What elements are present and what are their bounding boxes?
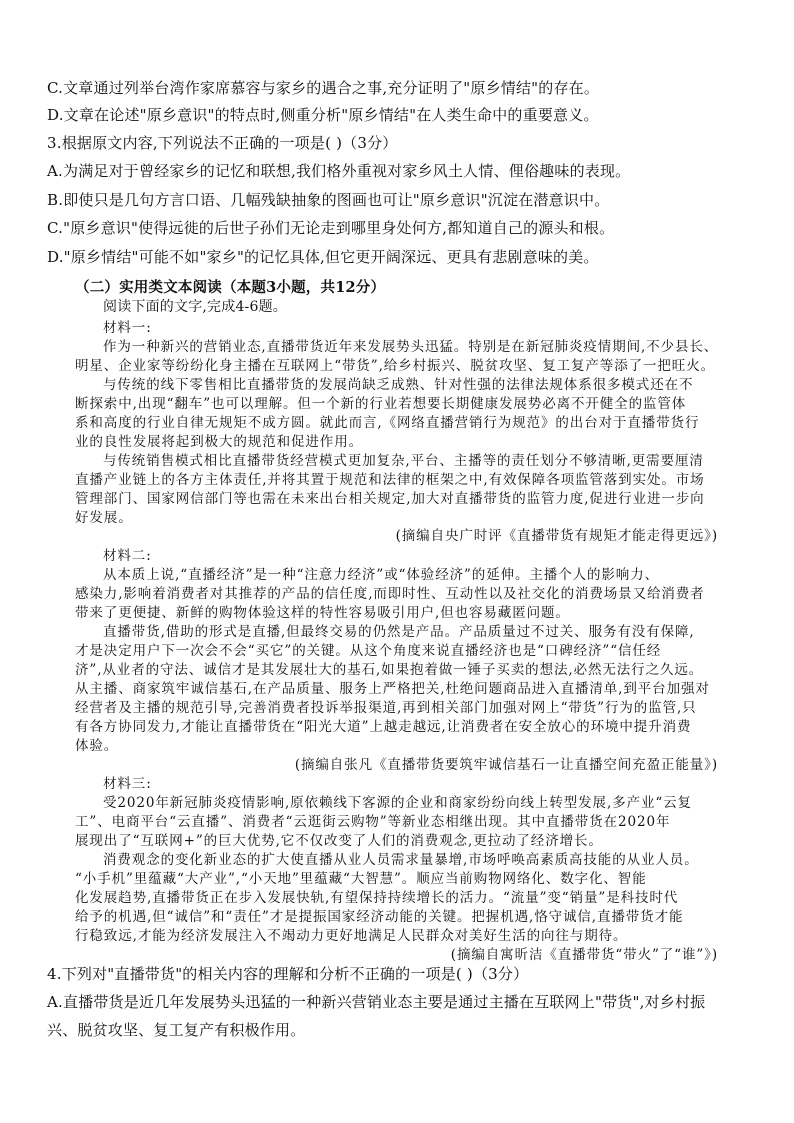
- material2-line: 有各方协同发力,才能让直播带货在“阳光大道”上越走越远,让消费者在安全放心的环境中提升消费: [75, 719, 692, 735]
- material3-line: 展现出了“互联网+”的巨大优势,它不仅改变了人们的消费观念,更拉动了经济增长。: [75, 833, 603, 849]
- material1-line: 作为一种新兴的营销业态,直播带货近年来发展势头迅猛。特别是在新冠肺炎疫情期间,不少县长、: [103, 339, 719, 355]
- material3-line: 工”、电商平台“云直播”、消费者“云逛街云购物”等新业态相继出现。其中直播带货在2020年: [75, 814, 671, 830]
- material1-source: (摘编自央广时评《直播带货有规矩才能走得更远》): [395, 528, 718, 544]
- material1-line: 业的良性发展将起到极大的规范和促进作用。: [75, 434, 363, 450]
- material2-line: 直播带货,借助的形式是直播,但最终交易的仍然是产品。产品质量过不过关、服务有没有保障,: [103, 624, 695, 640]
- material2-line: 体验。: [75, 738, 119, 754]
- material3-line: 给予的机遇,但“诚信”和“责任”才是提振国家经济动能的关键。把握机遇,恪守诚信,直播带货才能: [75, 909, 684, 925]
- material3-line: 受2020年新冠肺炎疫情影响,原依赖线下客源的企业和商家纷纷向线上转型发展,多产业“云复: [103, 795, 692, 811]
- q3-option-a: A.为满足对于曾经家乡的记忆和联想,我们格外重视对家乡风土人情、俚俗趣味的表现。: [47, 162, 631, 180]
- material1-line: 与传统销售模式相比直播带货经营模式更加复杂,平台、主播等的责任划分不够清晰,更需要厘清: [103, 453, 704, 469]
- material2-line: 经营者及主播的规范引导,完善消费者投诉举报渠道,再到相关部门加强对网上“带货”行为的监管,只: [75, 700, 697, 716]
- material2-line: 从本质上说,“直播经济”是一种“注意力经济”或“体验经济”的延伸。主播个人的影响力、: [103, 567, 659, 583]
- section-title: （二）实用类文本阅读（本题3小题，共12分）: [75, 279, 386, 296]
- material1-line: 直播产业链上的各方主体责任,并将其置于规范和法律的框架之中,有效保障各项监管落到实处。市场: [75, 472, 705, 488]
- q3-option-b: B.即使只是几句方言口语、几幅残缺抽象的图画也可让"原乡意识"沉淀在潜意识中。: [47, 191, 610, 209]
- material2-label: 材料二:: [103, 548, 152, 564]
- reading-instruction: 阅读下面的文字,完成4-6题。: [103, 299, 287, 315]
- material1-label: 材料一:: [103, 320, 152, 336]
- material3-line: “小手机”里蕴藏“大产业”,“小天地”里蕴藏“大智慧”。顺应当前购物网络化、数字化、智能: [75, 871, 647, 887]
- q2-option-d: D.文章在论述"原乡意识"的特点时,侧重分析"原乡情结"在人类生命中的重要意义。: [47, 106, 599, 124]
- material2-line: 才是决定用户下一次会不会“买它”的关键。从这个角度来说直播经济也是“口碑经济”“信任经: [75, 643, 662, 659]
- material3-line: 化发展趋势,直播带货正在步入发展快轨,有望保持持续增长的活力。“流量”变“销量”是科技时代: [75, 890, 679, 906]
- q3-option-c: C."原乡意识"使得远徙的后世子孙们无论走到哪里身处何方,都知道自己的源头和根。: [47, 219, 615, 237]
- q4-stem: 4.下列对"直播带货"的相关内容的理解和分析不正确的一项是( )（3分）: [47, 965, 529, 983]
- q3-option-d: D."原乡情结"可能不如"家乡"的记忆具体,但它更开阔深远、更具有悲剧意味的美。: [47, 248, 599, 266]
- material3-source: (摘编自寓昕洁《直播带货“带火”了“谁”》): [450, 947, 718, 963]
- q4-option-a-continued: 兴、脱贫攻坚、复工复产有积极作用。: [47, 1021, 306, 1039]
- material1-line: 断探索中,出现“翻车”也可以理解。但一个新的行业若想要长期健康发展势必离不开健全的监管体: [75, 396, 687, 412]
- material3-label: 材料三:: [103, 776, 152, 792]
- material1-line: 明星、企业家等纷纷化身主播在互联网上“带货”,给乡村振兴、脱贫攻坚、复工复产等添了一把旺火。: [75, 358, 715, 374]
- material1-line: 管理部门、国家网信部门等也需在未来出台相关规定,加大对直播带货的监管力度,促进行业进一步向: [75, 491, 705, 507]
- material2-line: 从主播、商家筑牢诚信基石,在产品质量、服务上严格把关,杜绝问题商品进入直播清单,到平台加强对: [75, 681, 710, 697]
- q2-option-c: C.文章通过列举台湾作家席慕容与家乡的遇合之事,充分证明了"原乡情结"的存在。: [47, 79, 600, 97]
- material2-line: 感染力,影响着消费者对其推荐的产品的信任度,而即时性、互动性以及社交化的消费场景又给消费者: [75, 586, 705, 602]
- material2-line: 济”,从业者的守法、诚信才是其发展壮大的基石,如果抱着做一锤子买卖的想法,必然无法行之久远。: [75, 662, 704, 678]
- material1-line: 好发展。: [75, 510, 133, 526]
- material1-line: 系和高度的行业自律无规矩不成方圆。就此而言,《网络直播营销行为规范》的出台对于直播带货行: [75, 415, 700, 431]
- material2-line: 带来了更便捷、新鲜的购物体验这样的特性容易吸引用户,但也容易藏匿问题。: [75, 605, 570, 621]
- material1-line: 与传统的线下零售相比直播带货的发展尚缺乏成熟、针对性强的法律法规体系很多模式还在不: [103, 377, 694, 393]
- q3-stem: 3.根据原文内容,下列说法不正确的一项是( )（3分）: [47, 134, 398, 152]
- material3-line: 消费观念的变化新业态的扩大使直播从业人员需求量暴增,市场呼唤高素质高技能的从业人员。: [103, 852, 699, 868]
- material3-line: 行稳致远,才能为经济发展注入不竭动力更好地满足人民群众对美好生活的向往与期待。: [75, 928, 628, 944]
- material2-source: (摘编自张凡《直播带货要筑牢诚信基石一让直播空间充盈正能量》): [294, 757, 718, 773]
- q4-option-a: A.直播带货是近几年发展势头迅猛的一种新兴营销业态主要是通过主播在互联网上"带货",对乡村振: [47, 993, 706, 1011]
